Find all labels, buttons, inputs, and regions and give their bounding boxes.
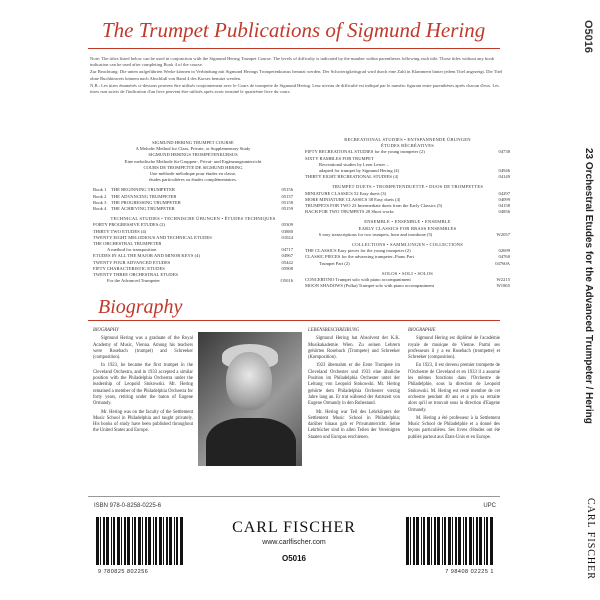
duet-title: MINIATURE CLASSICS 52 Easy duets (3) (305, 190, 387, 196)
solo-catalog-number: W2215 (496, 277, 510, 283)
collection-catalog-number: 04760 (498, 254, 510, 260)
footer (88, 496, 500, 586)
study-catalog-number: 05309 (281, 222, 293, 228)
biography-de-p3: Mr. Hering war Teil des Lehrkörpers der Settlement Music School in Philadelphia; darüber hinaus gab er Privatunterricht. Seine Lehrbücher sind in allen Teilen der Vereinigten Staaten und Europas erschienen. (308, 409, 400, 440)
book-catalog-number: 05159 (281, 206, 293, 212)
recreational-catalog-number: 04946 (498, 168, 510, 174)
solo-title: CONCERTINO Trumpet solo with piano accompaniment (305, 277, 411, 283)
left-column (93, 140, 293, 284)
recreational-heading-fr: ÉTUDES RÉCRÉATIVES (381, 143, 434, 149)
upc-barcode (406, 513, 496, 565)
duets-heading: TRUMPET DUETS • TROMPETENDUETTE • DUOS DE TROMPETTES (331, 184, 484, 190)
book-title: THE BEGINNING TRUMPETER (111, 187, 175, 193)
solo-title: MOON SHADOWS (Polka) Trumpet solo with piano accompaniment (305, 283, 434, 289)
publisher-url: www.carlfischer.com (262, 539, 326, 546)
study-catalog-number: 04717 (281, 247, 293, 253)
study-title: THE ORCHESTRAL TRUMPETER (93, 241, 162, 247)
study-item (93, 278, 293, 284)
book-number: Book 3 (93, 199, 107, 205)
solo-catalog-number: W1865 (496, 283, 510, 289)
study-catalog-number: 05442 (281, 259, 293, 265)
isbn-barcode (96, 513, 186, 565)
biography-rule (88, 320, 500, 321)
portrait-photo (198, 332, 302, 466)
recreational-title: FIFTY RECREATIONAL STUDIES for the young trumpeter (2) (305, 149, 425, 155)
note-block (90, 56, 505, 96)
duet-title: TRUMPETS FOR TWO 23 Intermediate duets from the Early Classics (5) (305, 203, 443, 209)
page-title: The Trumpet Publications of Sigmund Hering (102, 18, 486, 42)
ensemble-catalog-number: W2057 (496, 231, 510, 237)
recreational-catalog-number: 04738 (498, 149, 510, 155)
biography-de (308, 328, 400, 443)
recreational-title: adapted for trumpet by Sigmund Hering (4) (319, 168, 400, 174)
biography-fr-p1: Sigmund Hering est diplômé de l'académie royale de musique de Vienne. Parmi ses professeurs il y a eu Rosebach (trompette) et Schreeker (composition). (408, 336, 500, 361)
note-en: Note: The titles listed below can be used in conjunction with the Sigmund Hering Trumpet Course. The levels of difficulty is indicated by the number within parentheses following each title. Those titles without any book indication can be used after completing Book 4 of the course. (90, 56, 495, 68)
note-de: Zur Beachtung: Die unten aufgeführten Werke können in Verbindung mit Sigmund Herings Trompetenkursus benutzt werden. Der Schwierigkeitsgrad wird durch eine Zahl in Klammern hinter jedem Titel angezeigt. Die Titel ohne Buchhinweis können nach Abschluß von Band 4 des Kurses benutzt werden. (90, 69, 503, 81)
course-subtitle-fr-2: études particulières ou études complémentaires. (149, 177, 237, 183)
biography-header (88, 296, 500, 318)
collection-catalog-number: 04760A (495, 260, 510, 266)
book-catalog-number: 05158 (281, 199, 293, 205)
book-number: Book 2 (93, 193, 107, 199)
biography-en (93, 328, 193, 437)
course-heading: SIGMUND HERING TRUMPET COURSE (152, 140, 234, 145)
course-heading-de: SIGMUND HERINGS TROMPETENKURSUS (148, 152, 238, 158)
duet-catalog-number: 04856 (498, 209, 510, 215)
biography-de-label: LEBENSBESCHREIBUNG (308, 328, 360, 333)
technical-studies-heading: TECHNICAL STUDIES • TECHNISCHE ÜBUNGEN • ÉTUDES TECHNIQUES (110, 216, 276, 222)
biography-fr-label: BIOGRAPHIE (408, 328, 436, 333)
study-title: TWENTY THREE ORCHESTRAL ETUDES (93, 272, 178, 278)
biography-en-p1: Sigmund Hering was a graduate of the Royal Academy of Music, Vienna. Among his teachers were Rosebach (trumpet) and Schreeker (composition). (93, 336, 193, 361)
studies-list (93, 222, 293, 284)
book-title: THE ACHIEVING TRUMPETER (111, 206, 175, 212)
isbn-barcode-digits: 9 780825 802256 (98, 569, 149, 575)
biography-fr-p3: M. Hering a été professeur à la Settlement Music School de Philadelphie et a donné des leçons particulières. Ses livres d'études ont été publiés partout aux États-Unis et en Europe. (408, 415, 500, 440)
collection-catalog-number: 02699 (498, 248, 510, 254)
book-list (93, 187, 293, 212)
note-fr: N.B.: Les titres énumérés ci-dessous peuvent être utilisés conjointement avec le Cours de trompette de Sigmund Hering. Leur niveau de difficulté est indiqué par le numéro figurant entre parenthèses après chacun d'eux. Les titres non suivis de l'indication d'un livre peuvent être utilisés après avoir terminé le quatrième livre du cours. (90, 82, 499, 95)
biography-de-p1: Sigmund Hering hat Absolvent der K.K. Musikakademie Wien. Zu seinen Lehrern gehörten Rosebach (Trompete) und Schreeker (Komposition). (308, 336, 400, 361)
duet-catalog-number: 04158 (498, 203, 510, 209)
recreational-title: Recreational studies by Leon Lester – (319, 161, 389, 167)
collection-title: CLASSIC PIECES for the advancing trumpeter–Piano Part (305, 254, 414, 260)
biography-en-p3: Mr. Hering was on the faculty of the Settlement Music School in Philadelphia and taught privately. His books of study have been published throughout the United States and Europe. (93, 409, 193, 434)
course-subtitle-fr-1: Une méthode mélodique pour études en classe, (149, 171, 237, 177)
study-title: THIRTY TWO ETUDES (4) (93, 228, 147, 234)
study-catalog-number: 03880 (281, 228, 293, 234)
ensemble-title: 6 easy transcriptions for two trumpets, horn and trombone (5) (319, 231, 433, 237)
study-title: FORTY PROGRESSIVE ETUDES (2) (93, 222, 165, 228)
recreational-title: SIXTY RAMBLES FOR TRUMPET (305, 155, 374, 161)
course-heading-fr: COURS DE TROMPETTE DE SIGMUND HERING (143, 164, 243, 170)
study-title: ETUDES IN ALL THE MAJOR AND MINOR KEYS (4) (93, 253, 200, 259)
study-title: For the Advanced Trumpeter (107, 278, 160, 284)
study-title: TWENTY FOUR ADVANCED ETUDES (93, 259, 171, 265)
book-number: Book 1 (93, 187, 107, 193)
solo-item (305, 283, 510, 289)
duets-list (305, 191, 510, 216)
duet-catalog-number: 04099 (498, 196, 510, 202)
biography-title: Biography (98, 296, 183, 318)
book-number: Book 4 (93, 206, 107, 212)
ensemble-heading: ENSEMBLE • ENSEMBLE • ENSEMBLE (364, 219, 451, 225)
biography-en-label: BIOGRAPHY (93, 328, 119, 333)
recreational-heading: RECREATIONAL STUDIES • ENTSPANNENDE ÜBUNGEN (344, 137, 471, 142)
collections-list (305, 248, 510, 267)
collection-title: Trumpet Part (2) (319, 260, 350, 266)
recreational-list (305, 149, 510, 180)
upc-barcode-digits: 7 98408 02225 1 (445, 569, 494, 575)
right-column (305, 137, 510, 289)
duet-title: BACH FOR TWO TRUMPETS 28 Short works (305, 209, 394, 215)
ensemble-subheading: EARLY CLASSICS FOR BRASS ENSEMBLES (358, 225, 457, 231)
solos-list (305, 277, 510, 289)
study-title: FIFTY CHARACTERISTIC ETUDES (93, 265, 165, 271)
side-title: 23 Orchestral Etudes for the Advanced Trumpeter / Hering (583, 148, 594, 424)
book-title: THE ADVANCING TRUMPETER (111, 193, 177, 199)
upc-label: UPC (483, 503, 496, 509)
footer-catalog-code: O5016 (281, 554, 307, 563)
title-rule (88, 48, 500, 49)
biography-fr-p2: En 1923, il est devenu premier trompette de l'Orchestre de Cleveland et en 1933 il a assumé les mêmes fonctions dans l'Orchestre de Philadelphie, sous la direction de Leopold Stokowski. M. Hering est resté membre de cet orchestre pendant 40 ans et a pris sa retraite alors qu'il se trouvait sous la direction d'Eugene Ormandy. (408, 363, 500, 413)
publisher-name: CARL FISCHER (232, 519, 356, 536)
study-catalog-number: 01024 (281, 234, 293, 240)
study-title: TWENTY EIGHT MELODIOUS AND TECHNICAL ETUDES (93, 234, 212, 240)
book-item (93, 206, 293, 212)
book-catalog-number: 05156 (281, 187, 293, 193)
isbn-label: ISBN 978-0-8258-0225-6 (94, 503, 162, 509)
solos-heading: SOLOS • SOLI • SOLOS (381, 270, 434, 276)
collection-title: THE CLASSICS Easy pieces for the young trumpeter (2) (305, 248, 411, 254)
catalog-code-top: O5016 (582, 20, 594, 54)
recreational-catalog-number: 04149 (498, 174, 510, 180)
study-catalog-number: O5016 (280, 278, 293, 284)
book-title: THE PROGRESSING TRUMPETER (111, 199, 181, 205)
recreational-title: THIRTY EIGHT RECREATIONAL STUDIES (4) (305, 174, 399, 180)
study-catalog-number: 05908 (281, 265, 293, 271)
study-catalog-number: 04967 (281, 253, 293, 259)
biography-en-p2: In 1923, he became the first trumpet in the Cleveland Orchestra, and in 1933 accepted a similar position with the Philadelphia Orchestra under the leadership of Leopold Stokowski. Mr. Hering remained a member of the Philadelphia Orchestra for forty years, retiring under the baton of Eugene Ormandy. (93, 363, 193, 407)
duet-catalog-number: 04297 (498, 190, 510, 196)
biography-de-p2: 1923 übernahm er die Erste Trompete im Cleveland Orchester und 1933 eine ähnliche Position im Philadelphia Orchester unter der Leitung von Leopold Stokowski. Mr. Hering gehörte dem Philadelphia Orchester vierzig Jahre lang an. Er trat während der Amtszeit von Eugene Ormandy in den Ruhestand. (308, 363, 400, 407)
book-catalog-number: 05157 (281, 193, 293, 199)
study-title: A method for transposition (107, 247, 157, 253)
collections-heading: COLLECTIONS • SAMMLUNGEN • COLLECTIONS (351, 242, 464, 248)
biography-fr (408, 328, 500, 443)
course-subtitle: A Melodic Method for Class, Private, or Supplementary Study (135, 146, 251, 152)
publisher-block (224, 519, 364, 563)
course-subtitle-de: Eine melodische Methode für Gruppen-, Privat- und Ergänzungsunterricht (124, 158, 262, 164)
duet-title: MORE MINIATURE CLASSICS 38 Easy duets (4) (305, 196, 401, 202)
side-publisher: CARL FISCHER (585, 498, 596, 580)
title-banner (88, 14, 500, 48)
